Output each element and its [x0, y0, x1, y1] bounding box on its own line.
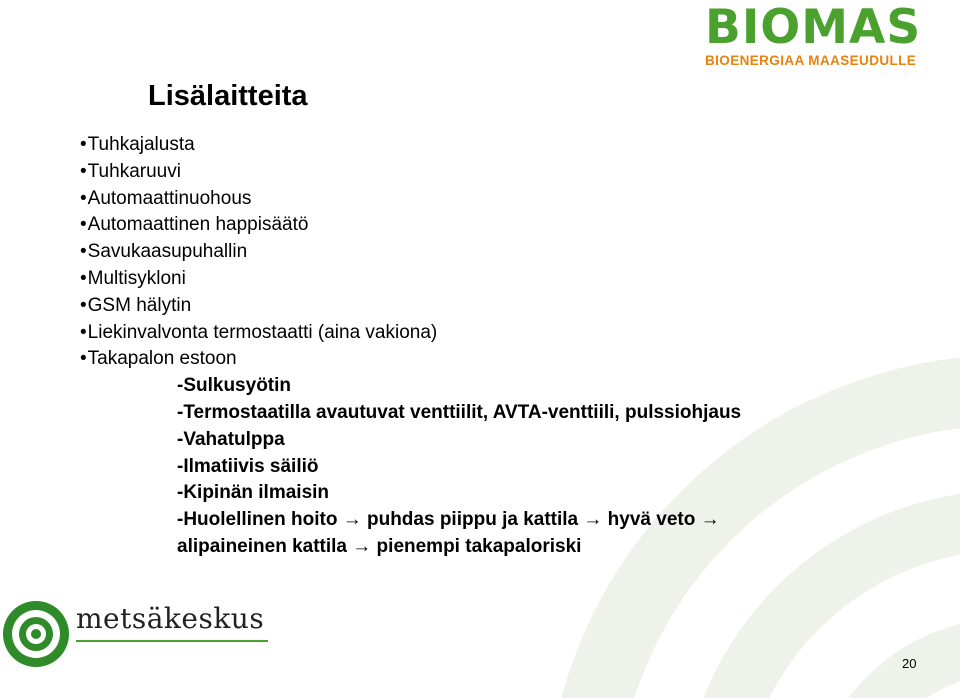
metsakeskus-logo: [0, 598, 300, 670]
sub-list-item: alipaineinen kattila → pienempi takapaloriski: [177, 535, 582, 557]
list-item: • Savukaasupuhallin: [80, 239, 741, 266]
sub-list-item: -Huolellinen hoito → puhdas piippu ja kattila → hyvä veto →: [177, 509, 720, 531]
metsakeskus-logo-name: metsäkeskus: [76, 602, 265, 635]
list-item: • Tuhkaruuvi: [80, 159, 741, 186]
list-item: • Liekinvalvonta termostaatti (aina vakiona): [80, 320, 741, 347]
sub-list-item: -Kipinän ilmaisin: [177, 482, 330, 504]
list-item: • Automaattinen happisäätö: [80, 212, 741, 239]
slide-title: Lisälaitteita: [148, 80, 308, 112]
sub-list-item: -Ilmatiivis säiliö: [177, 455, 319, 477]
sub-list-item: -Vahatulppa: [177, 428, 285, 450]
bullet-list: [80, 132, 741, 561]
biomas-logo-name: BIOMAS: [705, 0, 922, 55]
target-rings-icon: [0, 598, 72, 670]
sub-list-item: -Termostaatilla avautuvat venttiilit, AVTA-venttiili, pulssiohjaus: [177, 401, 742, 423]
page-number: 20: [902, 656, 917, 671]
logo-underline: [76, 640, 268, 642]
biomas-logo-tagline: BIOENERGIAA MAASEUDULLE: [705, 53, 917, 68]
list-item: • Tuhkajalusta: [80, 132, 741, 159]
sub-list-item: -Sulkusyötin: [177, 375, 292, 397]
list-item: • GSM hälytin: [80, 293, 741, 320]
list-item: • Automaattinuohous: [80, 186, 741, 213]
list-item: • Takapalon estoon: [80, 346, 741, 373]
biomas-logo: [705, 0, 935, 68]
list-item: • Multisykloni: [80, 266, 741, 293]
